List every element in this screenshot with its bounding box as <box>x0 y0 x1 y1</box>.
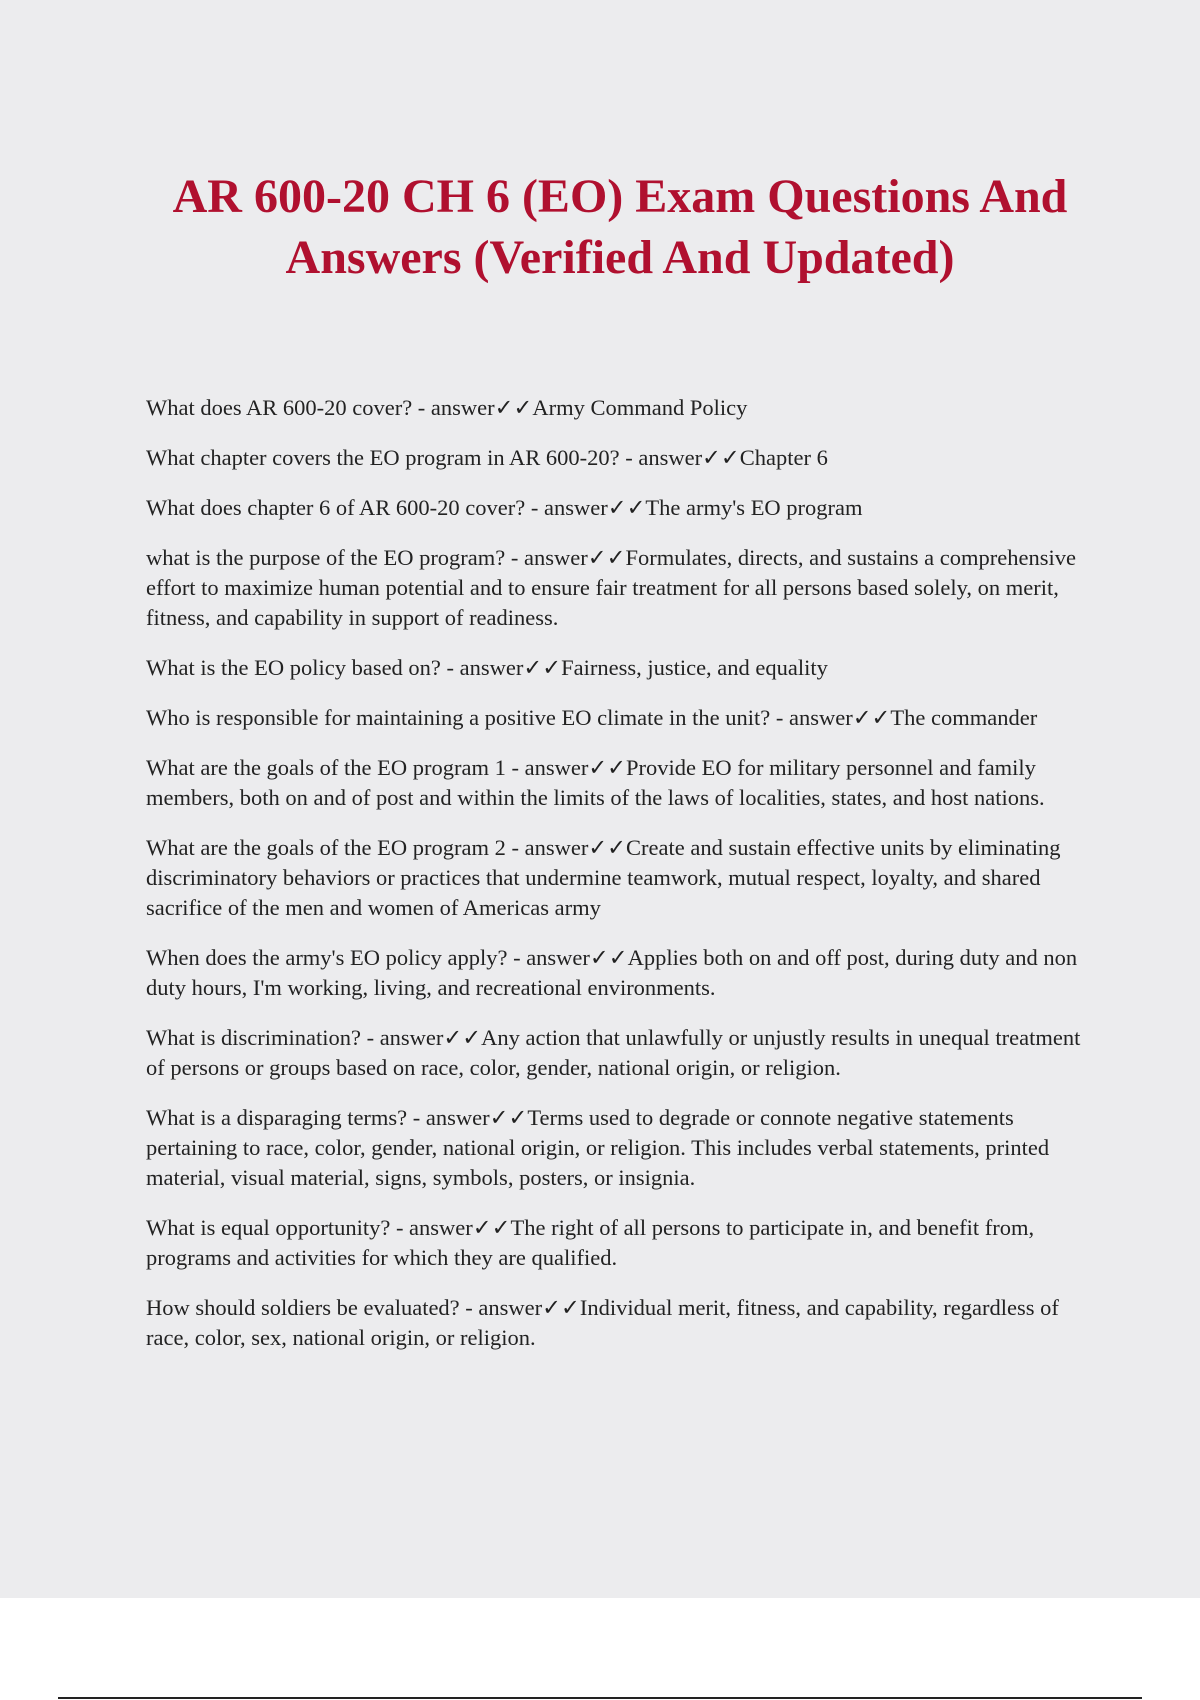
qa-item: What does chapter 6 of AR 600-20 cover? - answer✓✓The army's EO program <box>146 495 863 520</box>
qa-item: How should soldiers be evaluated? - answer✓✓Individual merit, fitness, and capability, regardless of race, color, sex, national origin, or religion. <box>146 1295 1059 1350</box>
qa-item: Who is responsible for maintaining a positive EO climate in the unit? - answer✓✓The commander <box>146 705 1038 730</box>
qa-item: What does AR 600-20 cover? - answer✓✓Army Command Policy <box>146 395 748 420</box>
qa-item: When does the army's EO policy apply? - answer✓✓Applies both on and off post, during duty and non duty hours, I'm working, living, and recreational environments. <box>146 945 1078 1000</box>
document-title: AR 600-20 CH 6 (EO) Exam Questions And Answers (Verified And Updated) <box>172 170 1068 284</box>
qa-item: What is discrimination? - answer✓✓Any action that unlawfully or unjustly results in unequal treatment of persons or groups based on race, color, gender, national origin, or religion. <box>146 1025 1081 1080</box>
qa-list <box>146 393 1086 1373</box>
qa-item: what is the purpose of the EO program? - answer✓✓Formulates, directs, and sustains a comprehensive effort to maximize human potential and to ensure fair treatment for all persons based solely, on merit, fitness, and capability in support of readiness. <box>146 545 1076 630</box>
qa-item: What is equal opportunity? - answer✓✓The right of all persons to participate in, and benefit from, programs and activities for which they are qualified. <box>146 1215 1035 1270</box>
qa-item: What chapter covers the EO program in AR 600-20? - answer✓✓Chapter 6 <box>146 445 828 470</box>
qa-item: What are the goals of the EO program 2 - answer✓✓Create and sustain effective units by eliminating discriminatory behaviors or practices that undermine teamwork, mutual respect, loyalty, and shared sacrifice of the men and women of Americas army <box>146 835 1061 920</box>
bottom-divider <box>58 1697 1142 1699</box>
qa-item: What is the EO policy based on? - answer✓✓Fairness, justice, and equality <box>146 655 828 680</box>
qa-item: What is a disparaging terms? - answer✓✓Terms used to degrade or connote negative statements pertaining to race, color, gender, national origin, or religion. This includes verbal statements, printed material, visual material, signs, symbols, posters, or insignia. <box>146 1105 1050 1190</box>
qa-item: What are the goals of the EO program 1 - answer✓✓Provide EO for military personnel and family members, both on and of post and within the limits of the laws of localities, states, and host nations. <box>146 755 1045 810</box>
